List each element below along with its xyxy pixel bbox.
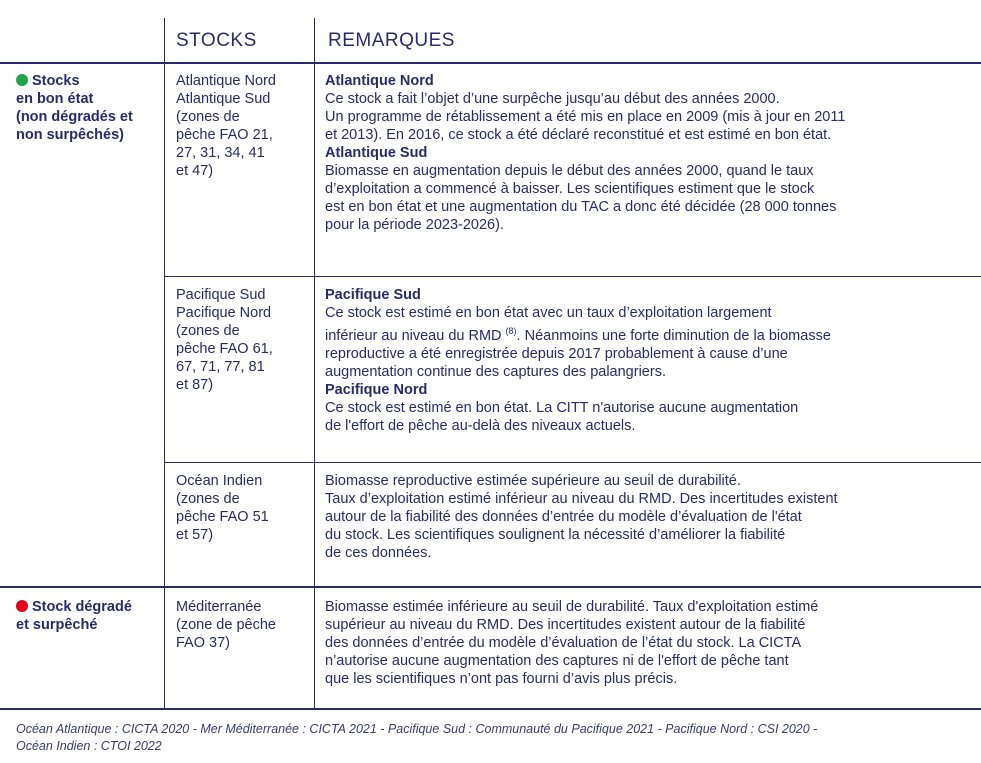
remarks-cell-atlantique: Atlantique Nord Ce stock a fait l’objet d’une surpêche jusqu’au début des années 2000. Un programme de rétablissement a été mis en place en 2009 (mis à jour en 2011 et 2013). En 2016, ce stock a été déclaré reconstitué et est estimé en bon état. Atlantique Sud Biomasse en augmentation depuis le début des années 2000, quand le taux d’exploitation a commencé à baisser. Les scientifiques estiment que le stock est en bon état et une augmentation du TAC a donc été décidée (28 000 tonnes pour la période 2023-2026). (325, 73, 846, 233)
status-good: Stocks en bon état (non dégradés et non surpêchés) (16, 73, 133, 143)
header-rule (0, 62, 981, 64)
header-remarks: REMARQUES (328, 30, 455, 51)
column-divider (164, 588, 165, 708)
remarks-cell-pacifique: Pacifique Sud Ce stock est estimé en bon état avec un taux d’exploitation largement inférieur au niveau du RMD $^{(8)}$. Néanmoins une forte diminution de la biomasse reproductive a été enregistrée depuis 2017 probablement à cause d’une augmentation continue des captures des palangriers. Pacifique Nord Ce stock est estimé en bon état. La CITT n'autorise aucune augmentation de l'effort de pêche au-delà des niveaux actuels. (325, 286, 965, 435)
column-divider (314, 64, 315, 586)
table-bottom-rule (0, 708, 981, 710)
row-divider (164, 462, 981, 463)
source-footnote: Océan Atlantique : CICTA 2020 - Mer Méditerranée : CICTA 2021 - Pacifique Sud : Communauté du Pacifique 2021 - Pacifique Nord : CSI 2020 - Océan Indien : CTOI 2022 (16, 722, 818, 753)
column-divider (314, 588, 315, 708)
table-header (0, 0, 981, 62)
red-status-dot-icon (16, 600, 28, 612)
stocks-cell-mediterranee: Méditerranée (zone de pêche FAO 37) (176, 599, 276, 651)
remarks-cell-mediterranee: Biomasse estimée inférieure au seuil de durabilité. Taux d'exploitation estimé supérieur au niveau du RMD. Des incertitudes existent autour de la fiabilité des données d’entrée du modèle d’évaluation de l’état du stock. La CICTA n’autorise aucune augmentation des captures ni de l'effort de pêche tant que les scientifiques n’ont pas fourni d’avis plus précis. (325, 599, 819, 687)
remarks-cell-ocean-indien: Biomasse reproductive estimée supérieure au seuil de durabilité. Taux d’exploitation estimé inférieur au niveau du RMD. Des incertitudes existent autour de la fiabilité des données d’entrée du modèle d’évaluation de l'état du stock. Les scientifiques soulignent la nécessité d’améliorer la fiabilité de ces données. (325, 473, 838, 561)
status-bad: Stock dégradé et surpêché (16, 599, 132, 633)
green-status-dot-icon (16, 74, 28, 86)
group-divider (0, 586, 981, 588)
stocks-cell-atlantique: Atlantique Nord Atlantique Sud (zones de pêche FAO 21, 27, 31, 34, 41 et 47) (176, 73, 276, 179)
header-divider (314, 18, 315, 62)
column-divider (164, 64, 165, 586)
stocks-cell-ocean-indien: Océan Indien (zones de pêche FAO 51 et 57) (176, 473, 269, 543)
row-divider (164, 276, 981, 277)
footnote-ref: (8) (505, 326, 517, 336)
header-stocks: STOCKS (176, 30, 257, 51)
stocks-cell-pacifique: Pacifique Sud Pacifique Nord (zones de pêche FAO 61, 67, 71, 77, 81 et 87) (176, 287, 273, 393)
header-divider (164, 18, 165, 62)
rmd-line: inférieur au niveau du RMD $^{(8)}$. Néanmoins une forte diminution de la biomasse (325, 326, 831, 344)
